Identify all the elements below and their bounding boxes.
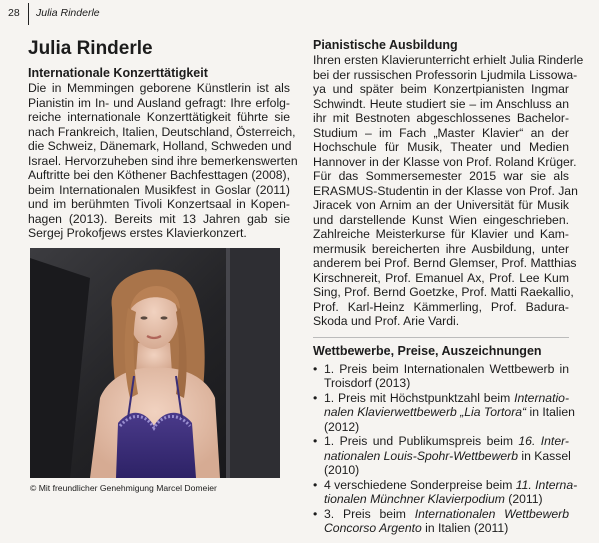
paragraph-line: Auftritte bei den Köthener Bachfesttagen (2008),	[28, 168, 290, 182]
award-line: • 3. Preis beim Internationalen Wettbewerb	[324, 506, 569, 521]
article-title: Julia Rinderle	[28, 38, 153, 59]
paragraph-line: reiche internationale Konzerttätigkeit führte sie	[28, 110, 290, 124]
award-item	[313, 477, 578, 507]
paragraph-line: Schwindt. Heute studiert sie – im Anschluss an	[313, 96, 569, 111]
right-column	[313, 38, 584, 536]
section-heading-concerts: Internationale Konzerttätigkeit	[28, 66, 208, 80]
paragraph-line: Zahlreiche Meisterkurse für Klavier und Kam-	[313, 227, 569, 241]
paragraph-line: Hochschule für Musik, Theater und Medien	[313, 140, 569, 154]
award-line: • 1. Preis und Publikumspreis beim 16. Inter-	[324, 434, 569, 448]
photo-caption: © Mit freundlicher Genehmigung Marcel Domeier	[30, 483, 217, 493]
award-line: (2012)	[324, 419, 360, 434]
paragraph-line: Pianistin im In- und Ausland gefragt: Ihre erfolg-	[28, 95, 290, 110]
paragraph-line: mermusik bereicherten ihre Ausbildung, unter	[313, 241, 569, 256]
paragraph-line: beim Internationalen Musikfest in Goslar (2011)	[28, 182, 290, 197]
left-column	[28, 38, 298, 241]
paragraph-line: Prof. Karl-Heinz Kämmerling, Prof. Badura-	[313, 299, 569, 314]
concerts-paragraph	[28, 81, 298, 241]
award-line: • 4 verschiedene Sonderpreise beim 11. Interna-	[324, 477, 578, 492]
paragraph-line: anderem bei Prof. Bernd Glemser, Prof. Matthias	[313, 256, 577, 270]
award-line: tionalen Münchner Klavierpodium (2011)	[324, 492, 543, 506]
paragraph-line: Sing, Prof. Bernd Goetzke, Prof. Matti Raekallio,	[313, 285, 574, 299]
paragraph-line: ihr mit Bestnoten abgeschlossenes Bachelor-	[313, 111, 569, 125]
running-title: Julia Rinderle	[36, 7, 100, 19]
award-line: Concorso Argento in Italien (2011)	[324, 521, 509, 535]
portrait-photo	[30, 248, 280, 478]
section-heading-awards: Wettbewerbe, Preise, Auszeichnungen	[313, 343, 542, 358]
awards-list	[313, 361, 578, 536]
paragraph-line: nach Frankreich, Italien, Deutschland, Österreich,	[28, 124, 296, 139]
award-line: • 1. Preis beim Internationalen Wettbewerb in	[324, 361, 569, 376]
paragraph-line: und darstellende Kunst Wien eingeschrieben.	[313, 212, 569, 227]
header-divider	[28, 3, 29, 25]
paragraph-line: Für das Sommersemester 2015 war sie als	[313, 169, 569, 183]
paragraph-line: und im berühmten Tivoli Konzertsaal in Kopen-	[28, 197, 290, 211]
award-line: (2010)	[324, 463, 360, 477]
paragraph-line: ERASMUS-Studentin in der Klasse von Prof. Jan	[313, 183, 578, 198]
paragraph-line: Kirschnereit, Prof. Emanuel Ax, Prof. Lee Kum	[313, 270, 569, 285]
paragraph-line: die Schweiz, Dänemark, Holland, Schweden und	[28, 139, 292, 153]
paragraph-line: Ihren ersten Klavierunterricht erhielt Julia Rinderle	[313, 53, 584, 67]
paragraph-line: Studium – im Fach „Master Klavier“ an der	[313, 125, 569, 140]
paragraph-line: Jiracek von Arnim an der Universität für Musik	[313, 198, 569, 212]
section-divider	[313, 337, 569, 338]
paragraph-line: Die in Memmingen geborene Künstlerin ist als	[28, 81, 290, 95]
award-item	[313, 390, 575, 435]
portrait-illustration	[30, 248, 280, 478]
award-item	[313, 434, 569, 478]
award-item	[313, 507, 569, 536]
paragraph-line: Israel. Hervorzuheben sind ihre bemerkenswerten	[28, 153, 298, 168]
section-heading-education: Pianistische Ausbildung	[313, 38, 458, 52]
paragraph-line: hagen (2013). Bereits mit 13 Jahren gab sie	[28, 211, 290, 226]
paragraph-line: Sergej Prokofjews erstes Klavierkonzert.	[28, 226, 247, 240]
page-number: 28	[8, 7, 20, 19]
paragraph-line: ya und später beim Konzertpianisten Ingmar	[313, 82, 569, 96]
award-line: • 1. Preis mit Höchstpunktzahl beim Internatio-	[324, 390, 569, 405]
paragraph-line: Hannover in der Klasse von Prof. Roland Krüger.	[313, 154, 577, 169]
paragraph-line: bei der russischen Professorin Ljudmila Lissowa-	[313, 67, 578, 82]
award-line: nalen Klavierwettbewerb „Lia Tortora“ in Italien	[324, 405, 575, 419]
award-line: Troisdorf (2013)	[324, 376, 411, 390]
award-line: nationalen Louis-Spohr-Wettbewerb in Kassel	[324, 448, 571, 463]
paragraph-line: Skoda und Prof. Arie Vardi.	[313, 314, 460, 328]
education-paragraph	[313, 53, 584, 329]
award-item	[313, 362, 569, 391]
